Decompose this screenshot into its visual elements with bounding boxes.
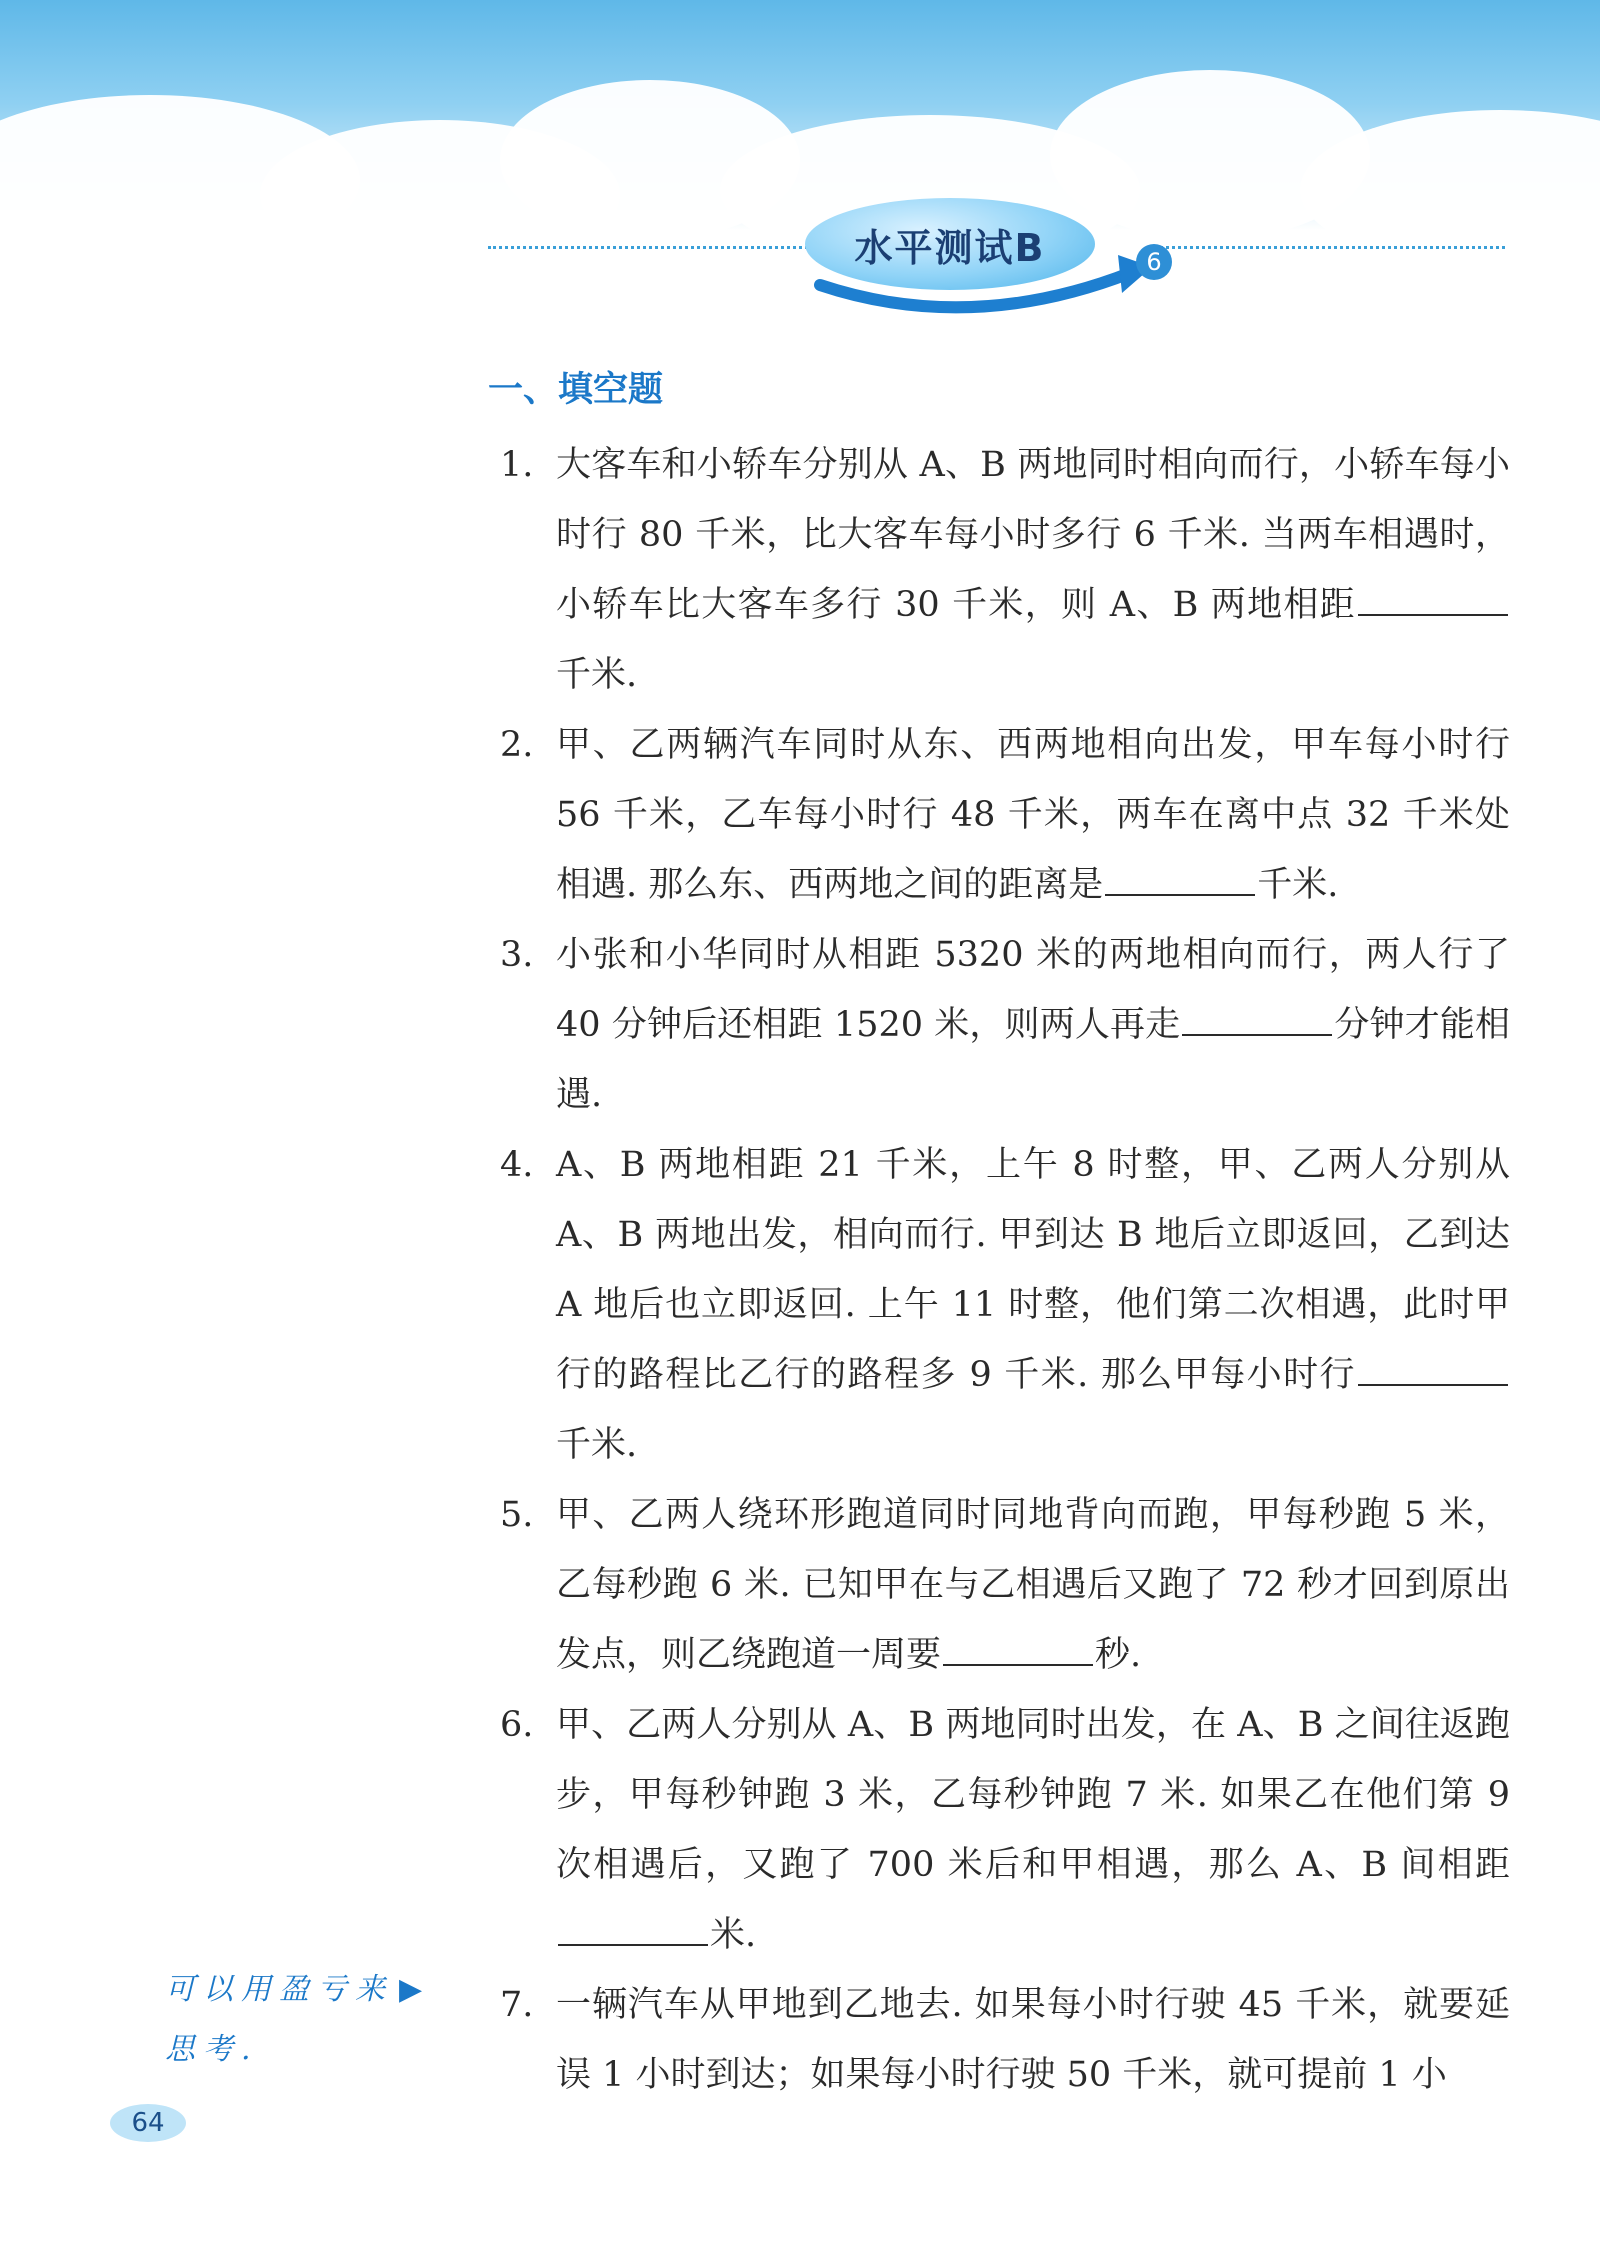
question-item — [500, 430, 1510, 710]
question-number: 7. — [500, 1985, 534, 2025]
question-tail: 千米. — [556, 655, 638, 695]
question-tail: 秒. — [1095, 1635, 1142, 1675]
chapter-number-badge — [1136, 244, 1172, 280]
question-text — [556, 1970, 1510, 2110]
header-dotted-line-right — [1160, 246, 1505, 249]
question-body: 小张和小华同时从相距 5320 米的两地相向而行，两人行了 40 分钟后还相距 1520 米，则两人再走 — [556, 935, 1510, 1045]
question-text — [556, 920, 1510, 1130]
question-item — [500, 1130, 1510, 1480]
section-badge — [805, 198, 1095, 290]
question-tail: 千米. — [1257, 865, 1339, 905]
question-number: 4. — [500, 1145, 534, 1185]
question-body: 甲、乙两人绕环形跑道同时同地背向而跑，甲每秒跑 5 米，乙每秒跑 6 米. 已知甲在与乙相遇后又跑了 72 秒才回到原出发点，则乙绕跑道一周要 — [556, 1495, 1510, 1675]
question-tail: 米. — [710, 1915, 757, 1955]
margin-hint-line — [165, 1960, 445, 2020]
question-item — [500, 920, 1510, 1130]
margin-hint-text: 可以用盈亏来 — [165, 1972, 393, 2007]
answer-blank[interactable] — [1358, 613, 1508, 616]
question-body: 大客车和小轿车分别从 A、B 两地同时相向而行，小轿车每小时行 80 千米，比大客车每小时多行 6 千米. 当两车相遇时，小轿车比大客车多行 30 千米，则 A、B 两地相距 — [556, 445, 1510, 625]
question-number: 5. — [500, 1495, 534, 1535]
question-text — [556, 1130, 1510, 1480]
question-body: 甲、乙两人分别从 A、B 两地同时出发，在 A、B 之间往返跑步，甲每秒钟跑 3 米，乙每秒钟跑 7 米. 如果乙在他们第 9 次相遇后，又跑了 700 米后和甲相遇，那么 A、B 间相距 — [556, 1705, 1510, 1885]
play-arrow-icon: ▶ — [399, 1972, 431, 2007]
page-number: 64 — [131, 2108, 165, 2138]
question-body: 一辆汽车从甲地到乙地去. 如果每小时行驶 45 千米，就要延误 1 小时到达；如果每小时行驶 50 千米，就可提前 1 小 — [556, 1985, 1510, 2095]
question-tail: 千米. — [556, 1425, 638, 1465]
question-text — [556, 1690, 1510, 1970]
header-dotted-line-left — [488, 246, 808, 249]
question-tail: 分钟才能相遇. — [556, 1005, 1510, 1115]
question-text — [556, 710, 1510, 920]
question-item — [500, 1480, 1510, 1690]
badge-title: 水平测试B — [854, 225, 1046, 270]
question-number: 2. — [500, 725, 534, 765]
margin-hint — [165, 1960, 445, 2080]
margin-hint-text-2: 思考. — [165, 2032, 259, 2067]
question-number: 1. — [500, 445, 534, 485]
question-item — [500, 1690, 1510, 1970]
question-body: 甲、乙两辆汽车同时从东、西两地相向出发，甲车每小时行 56 千米，乙车每小时行 48 千米，两车在离中点 32 千米处相遇. 那么东、西两地之间的距离是 — [556, 725, 1510, 905]
question-item — [500, 1970, 1510, 2110]
answer-blank[interactable] — [1105, 893, 1255, 896]
header-sky-banner — [0, 0, 1600, 230]
answer-blank[interactable] — [558, 1943, 708, 1946]
question-item — [500, 710, 1510, 920]
answer-blank[interactable] — [943, 1663, 1093, 1666]
question-text — [556, 1480, 1510, 1690]
section-title: 一、填空题 — [488, 370, 664, 410]
question-number: 6. — [500, 1705, 534, 1745]
answer-blank[interactable] — [1182, 1033, 1332, 1036]
question-body: A、B 两地相距 21 千米，上午 8 时整，甲、乙两人分别从 A、B 两地出发，相向而行. 甲到达 B 地后立即返回，乙到达 A 地后也立即返回. 上午 11 时整，他们第二次相遇，此时甲行的路程比乙行的路程多 9 千米. 那么甲每小时行 — [556, 1145, 1510, 1395]
chapter-number: 6 — [1146, 248, 1162, 276]
page-number-badge — [110, 2104, 186, 2142]
question-text — [556, 430, 1510, 710]
question-number: 3. — [500, 935, 534, 975]
answer-blank[interactable] — [1358, 1383, 1508, 1386]
question-list — [500, 430, 1510, 2110]
